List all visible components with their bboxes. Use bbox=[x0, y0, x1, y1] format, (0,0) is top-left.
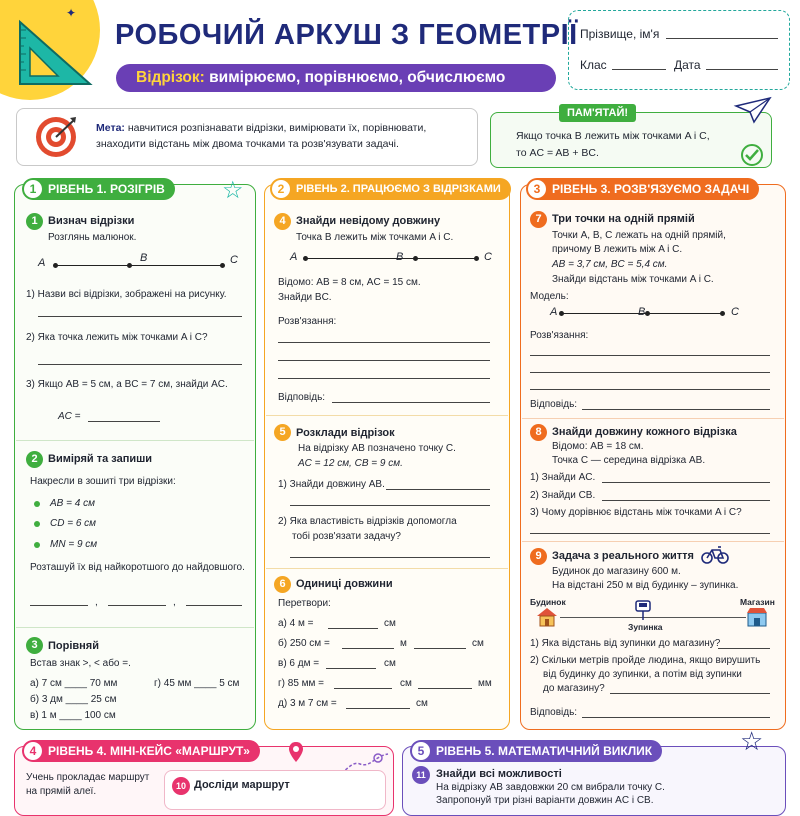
task6-row-a: а) 4 м = bbox=[278, 618, 314, 629]
task7-answer-line[interactable] bbox=[582, 409, 770, 410]
task4-point-c bbox=[474, 256, 479, 261]
task11-title: Знайди всі можливості bbox=[436, 768, 562, 780]
shop-icon bbox=[746, 607, 768, 627]
task6-input-a[interactable] bbox=[328, 628, 378, 629]
task1-question-3: 3) Якщо AB = 5 см, а BC = 7 см, знайди AC. bbox=[26, 379, 228, 390]
task1-label-b: B bbox=[140, 252, 148, 264]
task9-question-2c: до магазину? bbox=[543, 683, 605, 694]
level2-badge bbox=[270, 178, 511, 200]
bus-stop-icon bbox=[632, 599, 654, 621]
task8-line-1: Відомо: AB = 18 см. bbox=[552, 441, 644, 452]
check-circle-icon bbox=[740, 143, 764, 167]
task6-unit-b1: м bbox=[400, 638, 407, 649]
task6-input-b1[interactable] bbox=[342, 648, 394, 649]
task4-point-a bbox=[303, 256, 308, 261]
task6-row-d: д) 3 м 7 см = bbox=[278, 698, 337, 709]
level2-title: РІВЕНЬ 2. ПРАЦЮЄМО З ВІДРІЗКАМИ bbox=[296, 183, 501, 195]
task5-question-1: 1) Знайди довжину AB. bbox=[278, 479, 385, 490]
level1-title: РІВЕНЬ 1. РОЗІГРІВ bbox=[48, 182, 165, 196]
student-info-box bbox=[568, 10, 790, 90]
task9-answer-2[interactable] bbox=[610, 693, 770, 694]
task4-subtitle: Точка B лежить між точками A і C. bbox=[296, 232, 454, 243]
task2-bullet-1 bbox=[34, 501, 40, 507]
task4-answer-line[interactable] bbox=[332, 402, 490, 403]
task6-unit-a: см bbox=[384, 618, 396, 629]
bicycle-icon bbox=[700, 545, 730, 565]
level2-separator-2 bbox=[266, 568, 508, 569]
task6-row-v: в) 6 дм = bbox=[278, 658, 320, 669]
subtitle-banner bbox=[116, 64, 556, 92]
task2-bullet-3 bbox=[34, 542, 40, 548]
task5-question-2b: тобі розв'язати задачу? bbox=[292, 531, 401, 542]
task2-comma-2: , bbox=[173, 597, 176, 608]
task7-label-a: A bbox=[550, 306, 558, 318]
task9-line-2: На відстані 250 м від будинку – зупинка. bbox=[552, 580, 739, 591]
task6-input-g2[interactable] bbox=[418, 688, 472, 689]
task10-number: 10 bbox=[172, 777, 190, 795]
task7-solution-label: Розв'язання: bbox=[530, 330, 589, 341]
task9-question-1: 1) Яка відстань від зупинки до магазину? bbox=[530, 638, 721, 649]
task7-model-label: Модель: bbox=[530, 291, 569, 302]
task7-label-c: C bbox=[731, 306, 739, 318]
level4-badge bbox=[22, 740, 260, 762]
sparkle-icon: ✦ bbox=[66, 6, 77, 20]
task2-answer-3[interactable] bbox=[186, 605, 242, 606]
task1-point-c bbox=[220, 263, 225, 268]
task1-answer-label: AC = bbox=[58, 411, 81, 422]
task8-line-2: Точка C — середина відрізка AB. bbox=[552, 455, 706, 466]
task4-solution-label: Розв'язання: bbox=[278, 316, 337, 327]
task8-question-2: 2) Знайди CB. bbox=[530, 490, 596, 501]
task9-line-1: Будинок до магазину 600 м. bbox=[552, 566, 681, 577]
task4-number: 4 bbox=[274, 213, 291, 230]
target-icon bbox=[34, 115, 78, 159]
task11-line-1: На відрізку AB завдовжки 20 см вибрали точку C. bbox=[436, 782, 665, 793]
task1-subtitle: Розглянь малюнок. bbox=[48, 232, 137, 243]
task3-item-a: а) 7 см ____ 70 мм bbox=[30, 678, 118, 689]
task7-answer-label: Відповідь: bbox=[530, 399, 578, 410]
task1-title: Визнач відрізки bbox=[48, 215, 135, 227]
task1-label-c: C bbox=[230, 254, 238, 266]
level3-title: РІВЕНЬ 3. РОЗВ'ЯЗУЄМО ЗАДАЧІ bbox=[552, 182, 750, 196]
task1-segment bbox=[56, 265, 222, 266]
task11-number: 11 bbox=[412, 766, 430, 784]
task6-title: Одиниці довжини bbox=[296, 578, 393, 590]
task7-line-4: Знайди відстань між точками A і C. bbox=[552, 274, 714, 285]
task6-row-g: г) 85 мм = bbox=[278, 678, 325, 689]
level4-line-1: Учень прокладає маршрут bbox=[26, 772, 150, 783]
task4-point-b bbox=[413, 256, 418, 261]
task10-title: Досліди маршрут bbox=[194, 779, 290, 791]
task8-question-1: 1) Знайди AC. bbox=[530, 472, 596, 483]
task5-answer-1[interactable] bbox=[386, 489, 490, 490]
page-title: РОБОЧИЙ АРКУШ З ГЕОМЕТРІЇ bbox=[115, 19, 578, 51]
route-stop-label: Зупинка bbox=[628, 622, 663, 632]
task1-number: 1 bbox=[26, 213, 43, 230]
level5-badge bbox=[410, 740, 662, 762]
task1-answer-3[interactable] bbox=[88, 421, 160, 422]
task5-question-2a: 2) Яка властивість відрізків допомогла bbox=[278, 516, 457, 527]
goal-text-1: навчитися розпізнавати відрізки, вимірювати їх, порівнювати, bbox=[127, 122, 427, 134]
task9-answer-label: Відповідь: bbox=[530, 707, 578, 718]
task4-answer-label: Відповідь: bbox=[278, 392, 326, 403]
date-label: Дата bbox=[674, 58, 701, 72]
task8-title: Знайди довжину кожного відрізка bbox=[552, 426, 737, 438]
remember-line-1: Якщо точка B лежить між точками A і C, bbox=[516, 130, 710, 142]
task2-answer-2[interactable] bbox=[108, 605, 166, 606]
task1-answer-2[interactable] bbox=[38, 364, 242, 365]
task7-point-b bbox=[645, 311, 650, 316]
task8-number: 8 bbox=[530, 424, 547, 441]
task3-item-g: г) 45 мм ____ 5 см bbox=[154, 678, 240, 689]
task7-line-3: AB = 3,7 см, BC = 5,4 см. bbox=[552, 259, 668, 270]
task8-answer-2[interactable] bbox=[602, 500, 770, 501]
level1-separator-2 bbox=[16, 627, 254, 628]
task9-number: 9 bbox=[530, 548, 547, 565]
task2-order-instruction: Розташуй їх від найкоротшого до найдовшого. bbox=[30, 562, 245, 573]
task7-solution-line-1[interactable] bbox=[530, 355, 770, 356]
task3-number: 3 bbox=[26, 637, 43, 654]
task4-solution-line-1[interactable] bbox=[278, 342, 490, 343]
task6-input-b2[interactable] bbox=[414, 648, 466, 649]
house-icon bbox=[536, 607, 558, 627]
name-field[interactable] bbox=[666, 38, 778, 39]
task2-number: 2 bbox=[26, 451, 43, 468]
task7-point-c bbox=[720, 311, 725, 316]
task9-title: Задача з реального життя bbox=[552, 550, 694, 562]
level3-separator-1 bbox=[522, 418, 784, 419]
remember-title: ПАМ'ЯТАЙ! bbox=[559, 104, 636, 122]
goal-text-2: знаходити відстань між двома точками та розв'язувати задачі. bbox=[96, 138, 399, 150]
task7-title: Три точки на одній прямій bbox=[552, 213, 695, 225]
task6-unit-g2: мм bbox=[478, 678, 492, 689]
level1-separator-1 bbox=[16, 440, 254, 441]
map-pin-icon bbox=[288, 741, 304, 763]
level5-title: РІВЕНЬ 5. МАТЕМАТИЧНИЙ ВИКЛИК bbox=[436, 744, 653, 758]
task1-answer-1[interactable] bbox=[38, 316, 242, 317]
task7-solution-line-3[interactable] bbox=[530, 389, 770, 390]
task6-unit-g1: см bbox=[400, 678, 412, 689]
task5-title: Розклади відрізок bbox=[296, 427, 395, 439]
route-shop-label: Магазин bbox=[740, 597, 775, 607]
task6-input-v[interactable] bbox=[326, 668, 376, 669]
task2-title: Виміряй та запиши bbox=[48, 453, 153, 465]
level1-number: 1 bbox=[24, 180, 42, 198]
task3-subtitle: Встав знак >, < або =. bbox=[30, 658, 131, 669]
task5-number: 5 bbox=[274, 424, 291, 441]
task5-line-1: На відрізку AB позначено точку C. bbox=[298, 443, 456, 454]
goal-label: Мета: bbox=[96, 122, 125, 134]
route-home-label: Будинок bbox=[530, 597, 566, 607]
task6-subtitle: Перетвори: bbox=[278, 598, 331, 609]
task6-number: 6 bbox=[274, 576, 291, 593]
task7-line-2: причому B лежить між A і C. bbox=[552, 244, 683, 255]
paper-plane-icon bbox=[734, 96, 772, 124]
task4-label-a: A bbox=[290, 251, 298, 263]
task7-label-b: B bbox=[638, 306, 646, 318]
task7-point-a bbox=[559, 311, 564, 316]
task7-solution-line-2[interactable] bbox=[530, 372, 770, 373]
task2-item-2: CD = 6 см bbox=[50, 518, 97, 529]
subtitle-text: вимірюємо, порівнюємо, обчислюємо bbox=[204, 69, 506, 86]
task9-answer-1[interactable] bbox=[718, 648, 770, 649]
task9-answer-line[interactable] bbox=[582, 717, 770, 718]
task4-solution-line-2[interactable] bbox=[278, 360, 490, 361]
level4-line-2: на прямій алеї. bbox=[26, 786, 97, 797]
task9-question-2a: 2) Скільки метрів пройде людина, якщо вирушить bbox=[530, 655, 761, 666]
task1-question-2: 2) Яка точка лежить між точками A і C? bbox=[26, 332, 208, 343]
task5-line-2: AC = 12 см, CB = 9 см. bbox=[298, 458, 403, 469]
level3-number: 3 bbox=[528, 180, 546, 198]
star-icon: ☆ bbox=[222, 177, 244, 204]
task6-input-g1[interactable] bbox=[334, 688, 392, 689]
task1-question-1: 1) Назви всі відрізки, зображені на рисунку. bbox=[26, 289, 227, 300]
task3-title: Порівняй bbox=[48, 640, 99, 652]
task8-question-3: 3) Чому дорівнює відстань між точками A і C? bbox=[530, 507, 742, 518]
class-label: Клас bbox=[580, 58, 607, 72]
remember-line-2: то AC = AB + BC. bbox=[516, 147, 599, 159]
task2-answer-1[interactable] bbox=[30, 605, 88, 606]
class-field[interactable] bbox=[612, 69, 666, 70]
task5-answer-1b[interactable] bbox=[290, 505, 490, 506]
task6-row-b: б) 250 см = bbox=[278, 638, 330, 649]
task5-answer-2[interactable] bbox=[290, 557, 490, 558]
task1-label-a: A bbox=[38, 257, 46, 269]
task2-item-1: AB = 4 см bbox=[50, 498, 95, 509]
task4-label-b: B bbox=[396, 251, 404, 263]
goal-line-1 bbox=[96, 122, 426, 134]
level3-separator-2 bbox=[522, 541, 784, 542]
date-field[interactable] bbox=[706, 69, 778, 70]
level2-separator-1 bbox=[266, 415, 508, 416]
task4-given: Відомо: AB = 8 см, AC = 15 см. bbox=[278, 277, 421, 288]
task7-number: 7 bbox=[530, 211, 547, 228]
task4-solution-line-3[interactable] bbox=[278, 378, 490, 379]
task8-answer-1[interactable] bbox=[602, 482, 770, 483]
task11-line-2: Запропонуй три різні варіанти довжин AC і CB. bbox=[436, 795, 654, 806]
level2-number: 2 bbox=[272, 180, 290, 198]
level5-number: 5 bbox=[412, 742, 430, 760]
task6-input-d[interactable] bbox=[346, 708, 410, 709]
task7-line-1: Точки A, B, C лежать на одній прямій, bbox=[552, 230, 726, 241]
task4-label-c: C bbox=[484, 251, 492, 263]
subtitle-topic: Відрізок: bbox=[136, 69, 205, 86]
task4-find: Знайди BC. bbox=[278, 292, 332, 303]
triangle-ruler-icon bbox=[14, 18, 94, 88]
task2-item-3: MN = 9 см bbox=[50, 539, 98, 550]
name-label: Прізвище, ім'я bbox=[580, 27, 660, 41]
task2-subtitle: Накресли в зошиті три відрізки: bbox=[30, 476, 176, 487]
task4-segment bbox=[306, 258, 476, 259]
task6-unit-b2: см bbox=[472, 638, 484, 649]
star-outline-icon: ☆ bbox=[740, 726, 764, 756]
level4-title: РІВЕНЬ 4. МІНІ-КЕЙС «МАРШРУТ» bbox=[48, 744, 250, 758]
task6-unit-d: см bbox=[416, 698, 428, 709]
task2-bullet-2 bbox=[34, 521, 40, 527]
level1-badge bbox=[22, 178, 175, 200]
goal-box bbox=[16, 108, 478, 166]
task3-item-b: б) 3 дм ____ 25 см bbox=[30, 694, 117, 705]
task3-item-v: в) 1 м ____ 100 см bbox=[30, 710, 116, 721]
level4-number: 4 bbox=[24, 742, 42, 760]
task9-question-2b: від будинку до зупинки, а потім від зупинки bbox=[543, 669, 742, 680]
task2-comma-1: , bbox=[95, 597, 98, 608]
task1-point-a bbox=[53, 263, 58, 268]
task1-point-b bbox=[127, 263, 132, 268]
task8-answer-3[interactable] bbox=[530, 533, 770, 534]
task4-title: Знайди невідому довжину bbox=[296, 215, 441, 227]
task6-unit-v: см bbox=[384, 658, 396, 669]
level3-badge bbox=[526, 178, 759, 200]
